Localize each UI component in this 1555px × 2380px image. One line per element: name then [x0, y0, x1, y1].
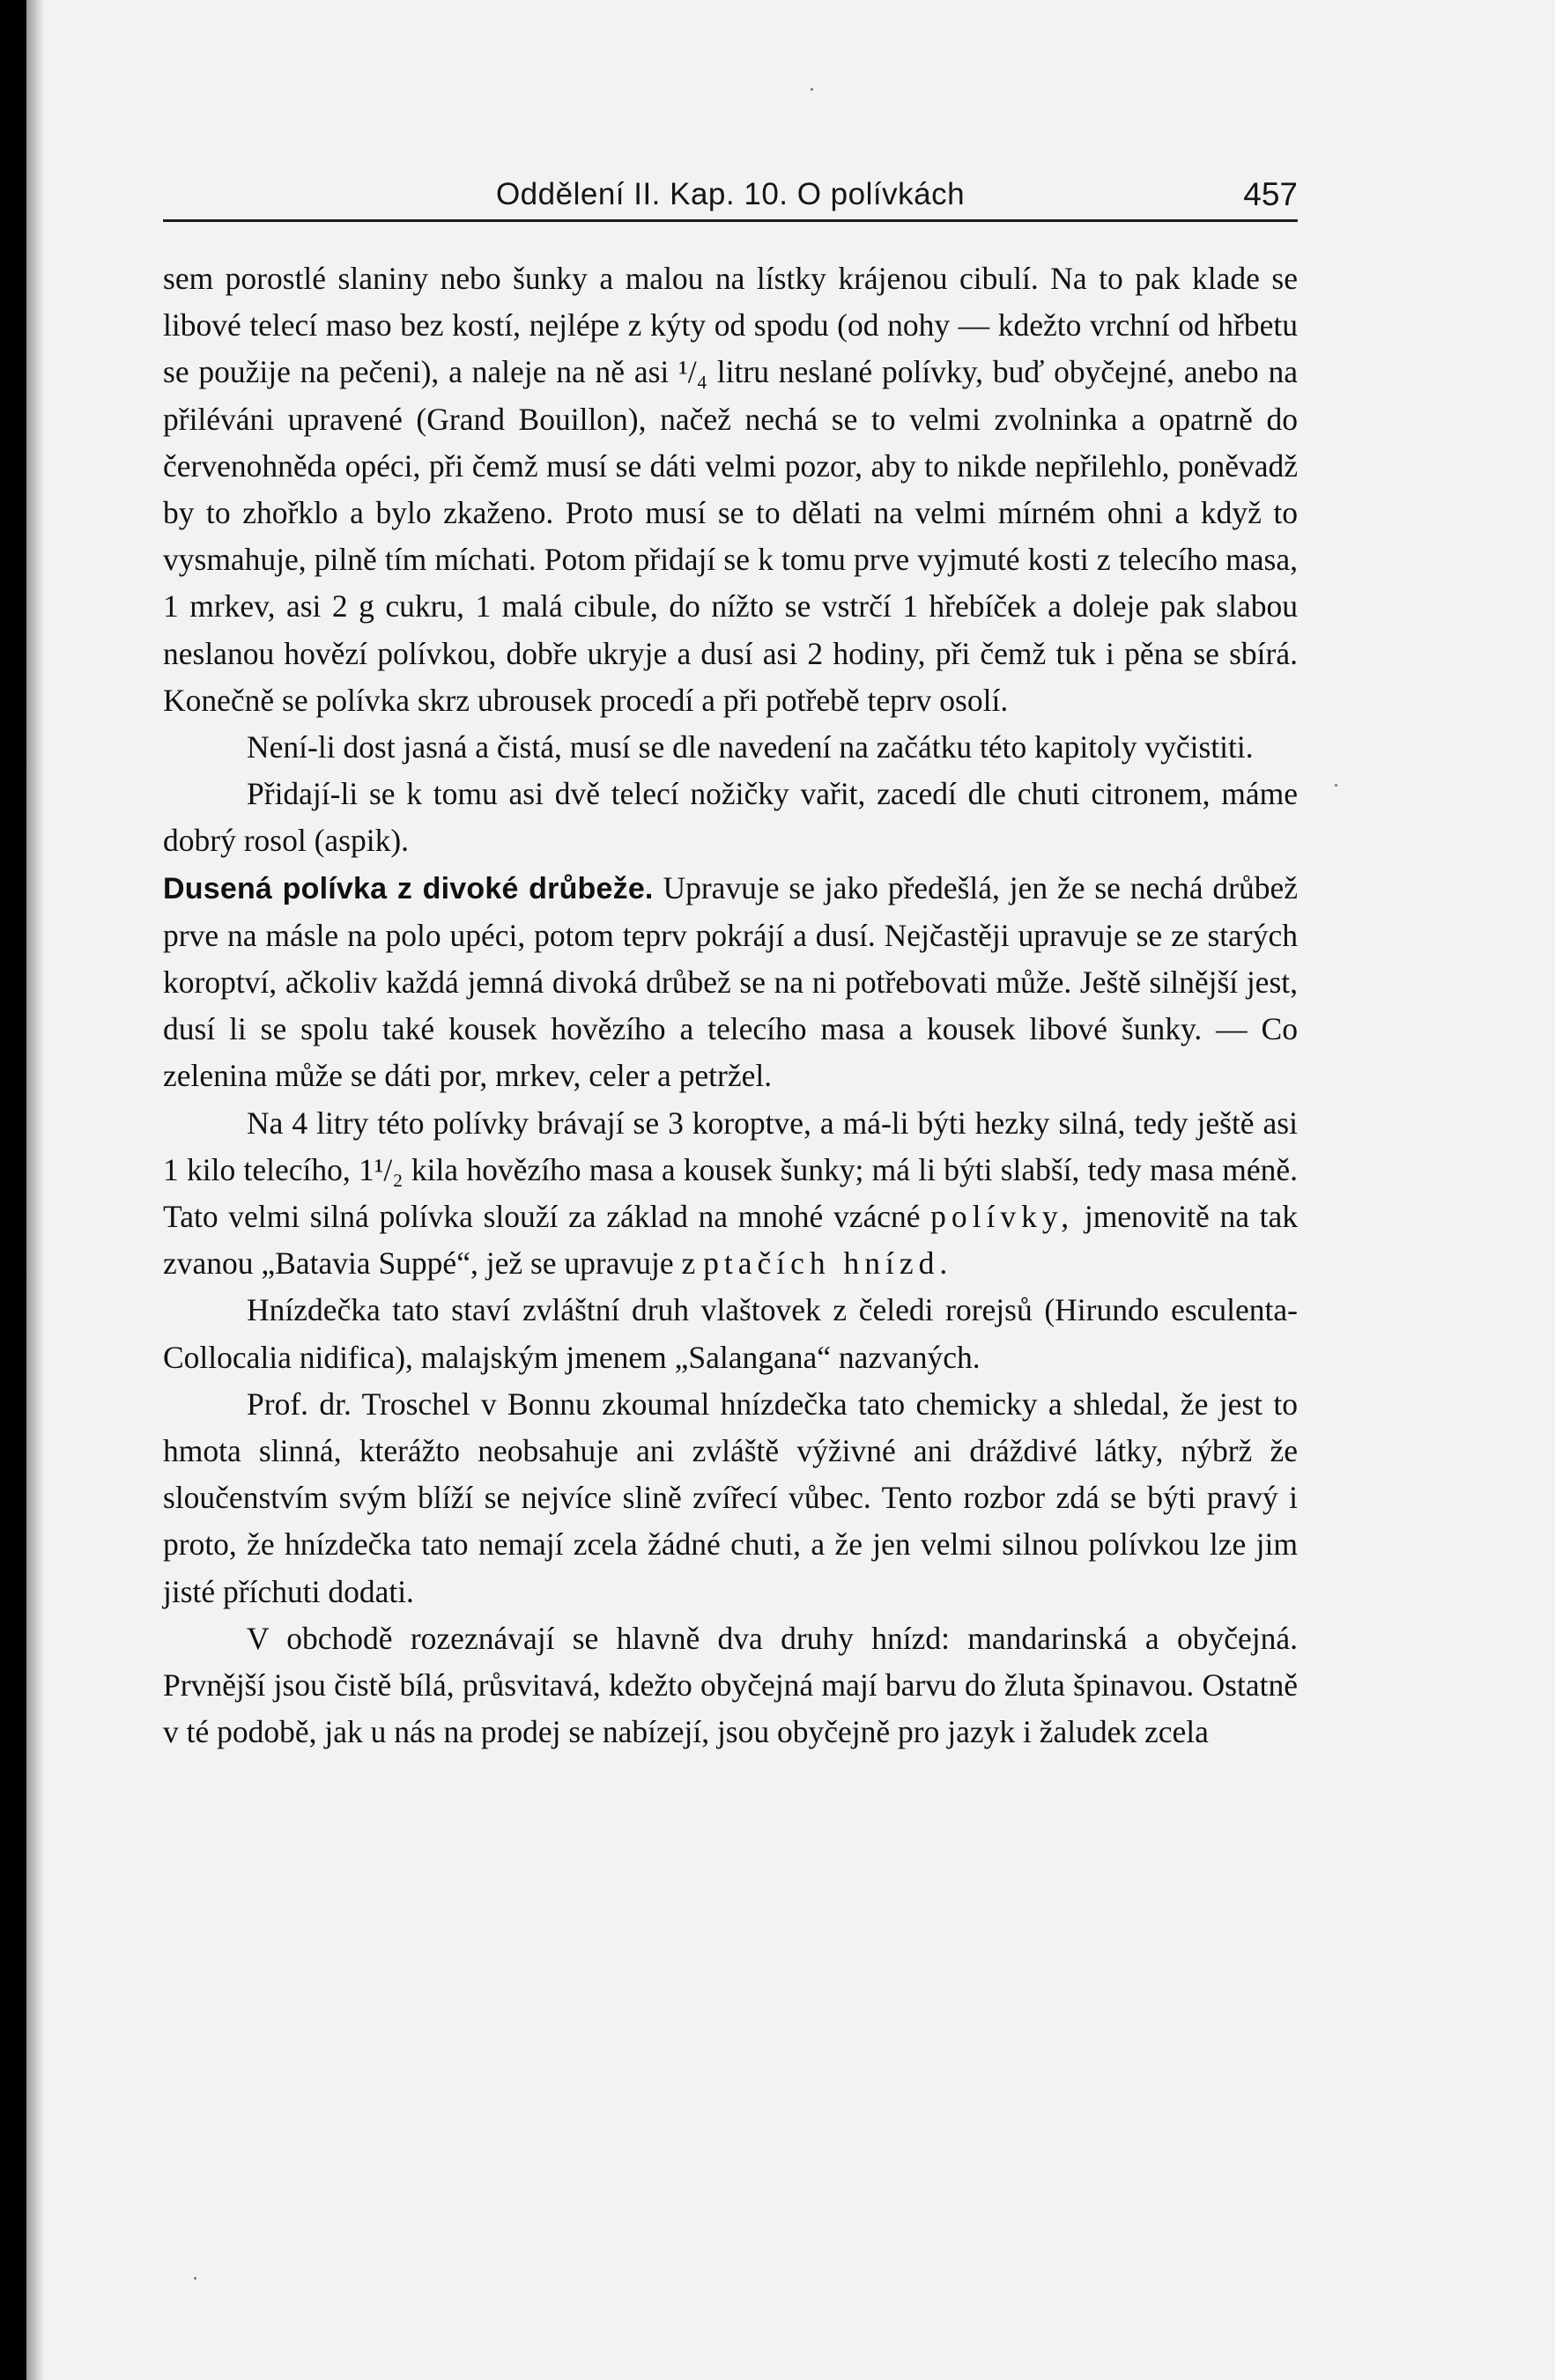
scan-speck	[1335, 784, 1337, 787]
paragraph-clarity	[163, 724, 1298, 771]
spaced-emphasis: ptačích hnízd.	[703, 1245, 953, 1282]
paragraph-text: Na 4 litry této polívky brávají se 3 koroptve, a má-li býti hezky silná, tedy ještě asi 1 kilo telecího, 1¹/₂ kila hovězího masa a kousek šunky; má li býti slabší, tedy masa méně. Tato velmi silná polívka slouží za základ na mnohé vzácné	[163, 1105, 1298, 1235]
paragraph-game-soup	[163, 865, 1298, 1100]
scan-speck	[194, 2277, 196, 2280]
paragraph-text: jmenovitě na tak zvanou „Batavia Suppé“, jež se upravuje z	[163, 1199, 1298, 1282]
body-text	[163, 255, 1298, 1756]
paragraph-nests	[163, 1287, 1298, 1380]
paragraph-continuation	[163, 255, 1298, 724]
page-header	[163, 174, 1298, 222]
paragraph-text: Není-li dost jasná a čistá, musí se dle navedení na začátku této kapitoly vyčistiti.	[247, 729, 1254, 765]
scan-speck	[811, 88, 813, 91]
paragraph-aspic	[163, 771, 1298, 864]
paragraph-partridges	[163, 1100, 1298, 1288]
running-head: Oddělení II. Kap. 10. O polívkách	[495, 177, 966, 211]
spaced-emphasis: polívky,	[930, 1199, 1075, 1235]
paragraph-troschel	[163, 1381, 1298, 1615]
paragraph-text: sem porostlé slaniny nebo šunky a malou na lístky krájenou cibulí. Na to pak klade se libové telecí maso bez kostí, nejlépe z kýty od spodu (od nohy — kdežto vrchní od hřbetu se použije na pečeni), a naleje na ně asi ¹/₄ litru neslané polívky, buď obyčejné, anebo na přiléváni upravené (Grand Bouillon), načež nechá se to velmi zvolninka a opatrně do červenohněda opéci, při čemž musí se dáti velmi pozor, aby to nikde nepřilehlo, poněvadž by to zhořklo a bylo zkaženo. Proto musí se to dělati na velmi mírném ohni a když to vysmahuje, pilně tím míchati. Potom přidají se k tomu prve vyjmuté kosti z telecího masa, 1 mrkev, asi 2 g cukru, 1 malá cibule, do nížto se vstrčí 1 hřebíček a doleje pak slabou neslanou hovězí polívkou, dobře ukryje a dusí asi 2 hodiny, při čemž tuk i pěna se sbírá. Konečně se polívka skrz ubrousek procedí a při potřebě teprv osolí.	[163, 261, 1298, 718]
page-number: 457	[1243, 176, 1298, 212]
book-page	[26, 0, 1555, 2380]
page-edge-shadow	[26, 0, 44, 2380]
paragraph-text: V obchodě rozeznávají se hlavně dva druhy hnízd: mandarinská a obyčejná. Prvnější jsou čistě bílá, průsvitavá, kdežto obyčejná mají barvu do žluta špinavou. Ostatně v té podobě, jak u nás na prodej se nabízejí, jsou obyčejně pro jazyk i žaludek zcela	[163, 1620, 1298, 1750]
recipe-title: Dusená polívka z divoké drůbeže.	[163, 871, 654, 905]
paragraph-text: Prof. dr. Troschel v Bonnu zkoumal hnízdečka tato chemicky a shledal, že jest to hmota slinná, kterážto neobsahuje ani zvláště výživné ani dráždivé látky, nýbrž že sloučenstvím svým blíží se nejvíce slině zvířecí vůbec. Tento rozbor zdá se býti pravý i proto, že hnízdečka tato nemají zcela žádné chuti, a že jen velmi silnou polívkou lze jim jisté příchuti dodati.	[163, 1386, 1298, 1609]
paragraph-text: Přidají-li se k tomu asi dvě telecí nožičky vařit, zacedí dle chuti citronem, máme dobrý rosol (aspik).	[163, 776, 1298, 859]
paragraph-text: Hnízdečka tato staví zvláštní druh vlaštovek z čeledi rorejsů (Hirundo esculenta-Collocalia nidifica), malajským jmenem „Salangana“ nazvaných.	[163, 1292, 1298, 1375]
paragraph-trade	[163, 1615, 1298, 1756]
paragraph-text: Upravuje se jako předešlá, jen že se nechá drůbež prve na másle na polo upéci, potom teprv pokrájí a dusí. Nejčastěji upravuje se ze starých koroptví, ačkoliv každá jemná divoká drůbež se na ni potřebovati může. Ještě silnější jest, dusí li se spolu také kousek hovězího a telecího masa a kousek libové šunky. — Co zelenina může se dáti por, mrkev, celer a petržel.	[163, 869, 1298, 1094]
